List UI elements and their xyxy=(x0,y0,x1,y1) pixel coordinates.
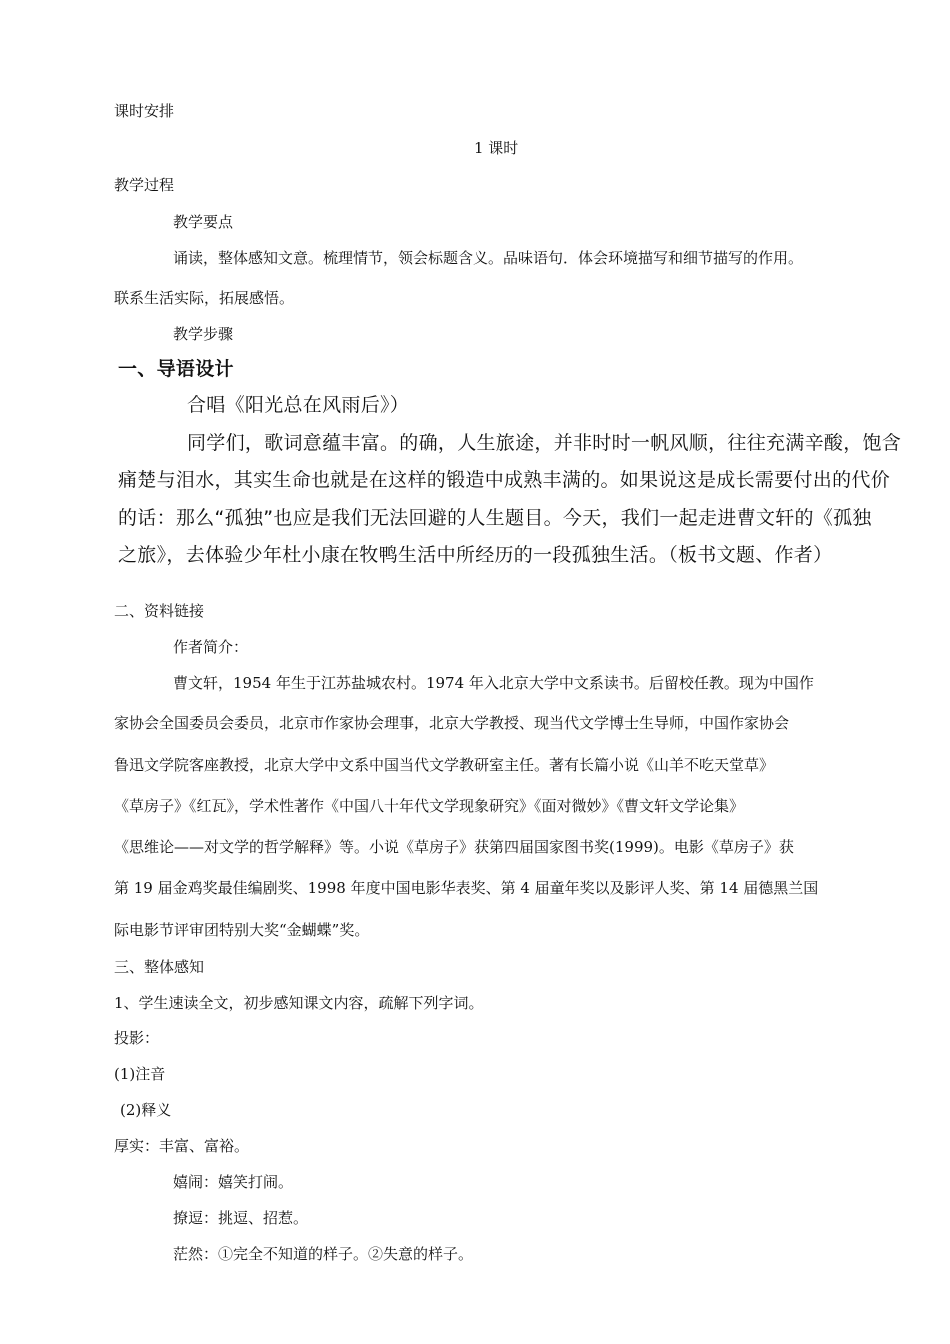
author-label: 作者简介： xyxy=(173,638,249,656)
author-paragraph-line: 《草房子》《红瓦》，学术性著作《中国八十年代文学现象研究》《面对微妙》《曹文轩文学论集》 xyxy=(114,797,745,815)
author-paragraph-line: 鲁迅文学院客座教授，北京大学中文系中国当代文学教研室主任。著有长篇小说《山羊不吃天堂草》 xyxy=(114,756,775,774)
schedule-label: 课时安排 xyxy=(114,102,175,120)
key-points-text-cont: 联系生活实际，拓展感悟。 xyxy=(114,289,295,307)
intro-paragraph-line: 同学们，歌词意蕴丰富。的确，人生旅途，并非时时一帆风顺，往往充满辛酸，饱含 xyxy=(187,432,902,454)
intro-paragraph-line: 痛楚与泪水，其实生命也就是在这样的锻造中成熟丰满的。如果说这是成长需要付出的代价 xyxy=(118,469,891,491)
schedule-value: 1 课时 xyxy=(474,139,519,157)
intro-paragraph-line: 的话：那么“孤独”也应是我们无法回避的人生题目。今天，我们一起走进曹文轩的《孤独 xyxy=(118,507,872,529)
task-line: 1、学生速读全文，初步感知课文内容，疏解下列字词。 xyxy=(114,994,484,1012)
author-paragraph-line: 第 19 届金鸡奖最佳编剧奖、1998 年度中国电影华表奖、第 4 届童年奖以及影评人奖、第 14 届德黑兰国 xyxy=(114,879,819,897)
intro-paragraph-line: 之旅》，去体验少年杜小康在牧鸭生活中所经历的一段孤独生活。（板书文题、作者） xyxy=(118,544,833,566)
key-points-text: 诵读，整体感知文意。梳理情节，领会标题含义。品味语句．体会环境描写和细节描写的作用。 xyxy=(173,249,804,267)
author-paragraph-line: 曹文轩，1954 年生于江苏盐城农村。1974 年入北京大学中文系读书。后留校任教。现为中国作 xyxy=(173,674,814,692)
steps-label: 教学步骤 xyxy=(173,325,234,343)
section3-title: 三、整体感知 xyxy=(114,958,205,976)
process-label: 教学过程 xyxy=(114,176,175,194)
word-definition: 茫然：①完全不知道的样子。②失意的样子。 xyxy=(173,1245,474,1263)
author-paragraph-line: 际电影节评审团特别大奖“金蝴蝶”奖。 xyxy=(114,921,370,939)
word-definition: 厚实：丰富、富裕。 xyxy=(114,1137,250,1155)
word-definition: 撩逗：挑逗、招惹。 xyxy=(173,1209,309,1227)
section2-title: 二、资料链接 xyxy=(114,602,205,620)
key-points-label: 教学要点 xyxy=(173,213,234,231)
pinyin-label: (1)注音 xyxy=(114,1065,166,1083)
word-definition: 嬉闹：嬉笑打闹。 xyxy=(173,1173,294,1191)
meaning-label: (2)释义 xyxy=(120,1101,172,1119)
author-paragraph-line: 《思维论——对文学的哲学解释》等。小说《草房子》获第四届国家图书奖(1999)。电影《草房子》获 xyxy=(114,838,794,856)
song-line: 合唱《阳光总在风雨后》） xyxy=(187,394,410,416)
projection-label: 投影： xyxy=(114,1029,160,1047)
author-paragraph-line: 家协会全国委员会委员，北京市作家协会理事，北京大学教授、现当代文学博士生导师，中国作家协会 xyxy=(114,714,790,732)
section1-title: 一、导语设计 xyxy=(118,358,234,380)
